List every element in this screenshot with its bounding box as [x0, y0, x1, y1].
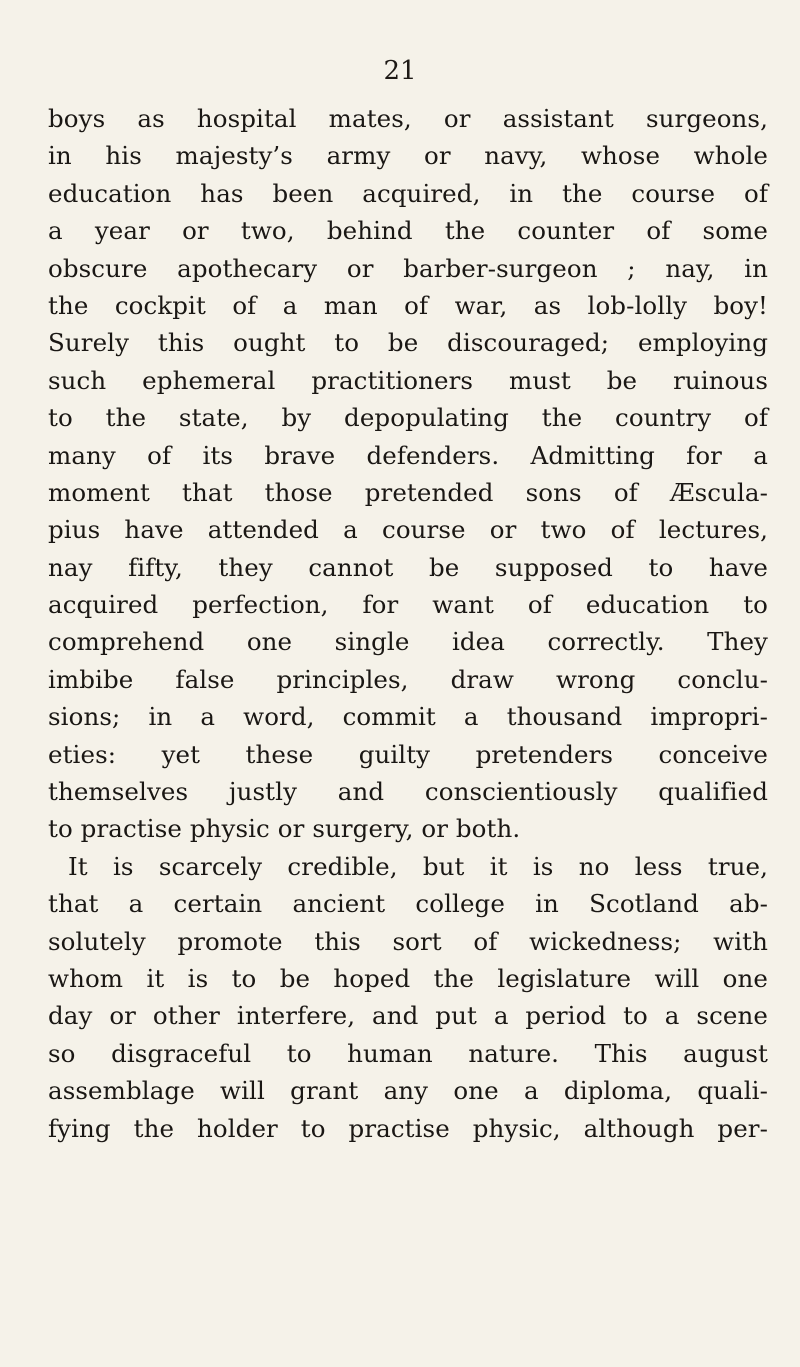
- text-line: Surely this ought to be discouraged; employing: [48, 328, 768, 358]
- paragraph-2: [48, 848, 768, 1147]
- page-number: 21: [383, 56, 417, 86]
- text-line: solutely promote this sort of wickedness; with: [48, 926, 768, 956]
- text-line: boys as hospital mates, or assistant surgeons,: [48, 104, 768, 133]
- text-line: acquired perfection, for want of education to: [48, 590, 768, 620]
- text-line: to practise physic or surgery, or both.: [48, 814, 521, 844]
- paragraph-1: [48, 100, 768, 848]
- text-line: so disgraceful to human nature. This august: [48, 1038, 768, 1068]
- text-line: comprehend one single idea correctly. They: [48, 627, 768, 657]
- text-line: imbibe false principles, draw wrong conclu-: [48, 664, 768, 694]
- text-line: fying the holder to practise physic, although per-: [48, 1113, 768, 1143]
- text-line: themselves justly and conscientiously qualified: [48, 777, 768, 807]
- text-line: that a certain ancient college in Scotland ab-: [48, 889, 768, 919]
- text-line: education has been acquired, in the course of: [48, 178, 768, 208]
- text-line: in his majesty’s army or navy, whose whole: [48, 141, 768, 171]
- text-line: many of its brave defenders. Admitting for a: [48, 440, 768, 470]
- text-line: eties: yet these guilty pretenders conceive: [48, 739, 768, 769]
- text-line: sions; in a word, commit a thousand impropri-: [48, 702, 768, 732]
- text-line: whom it is to be hoped the legislature will one: [48, 963, 768, 993]
- text-line: nay fifty, they cannot be supposed to have: [48, 552, 768, 582]
- body-text: [48, 100, 768, 1147]
- text-line: moment that those pretended sons of Æscula-: [48, 477, 768, 507]
- text-line: obscure apothecary or barber-surgeon ; nay, in: [48, 253, 768, 283]
- text-line: the cockpit of a man of war, as lob-lolly boy!: [48, 290, 768, 320]
- text-line: assemblage will grant any one a diploma, quali-: [48, 1076, 768, 1106]
- text-line: day or other interfere, and put a period to a scene: [48, 1001, 768, 1031]
- text-line: It is scarcely credible, but it is no less true,: [68, 851, 768, 881]
- text-line: such ephemeral practitioners must be ruinous: [48, 365, 768, 395]
- text-line: pius have attended a course or two of lectures,: [48, 515, 768, 545]
- text-line: to the state, by depopulating the country of: [48, 403, 768, 433]
- text-line: a year or two, behind the counter of some: [48, 216, 768, 246]
